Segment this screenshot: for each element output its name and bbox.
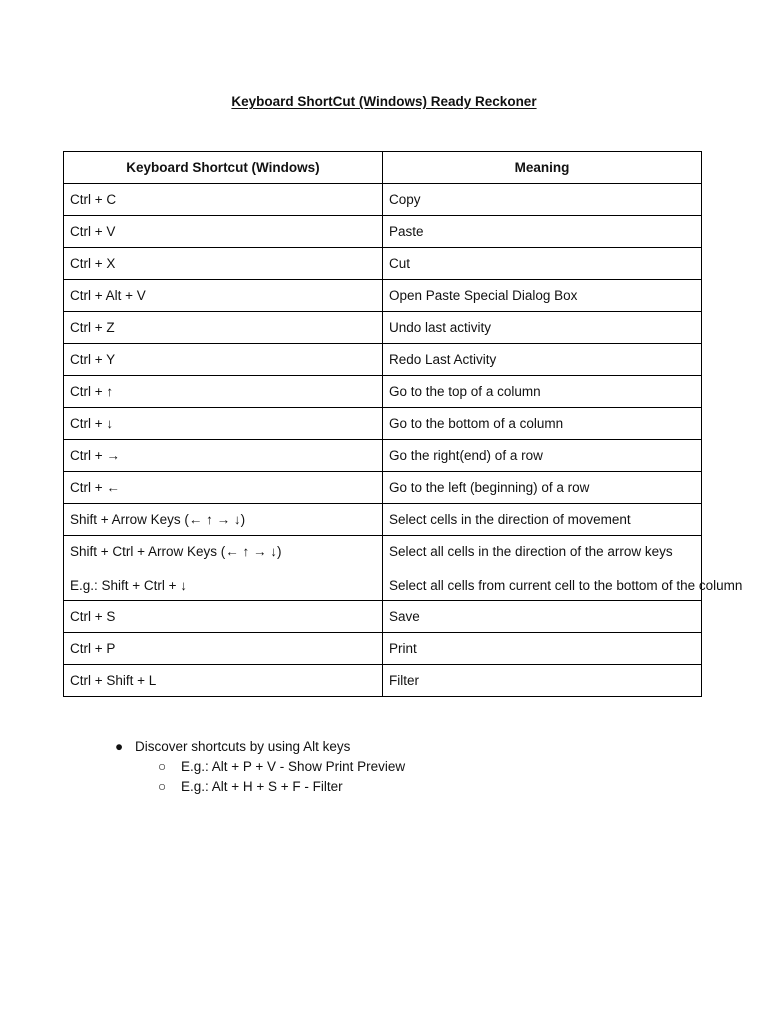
meaning-example-text: Select all cells from current cell to the bottom of the column (389, 577, 743, 593)
shortcut-cell: Ctrl + X (64, 248, 383, 280)
meaning-cell: Copy (383, 184, 702, 216)
tip-main-text: Discover shortcuts by using Alt keys (135, 739, 351, 754)
shortcut-cell: Shift + Arrow Keys (← ↑ → ↓) (64, 504, 383, 536)
shortcut-cell: Ctrl + ↑ (64, 376, 383, 408)
shortcut-cell: Ctrl + V (64, 216, 383, 248)
meaning-cell: Cut (383, 248, 702, 280)
list-item (135, 778, 405, 795)
meaning-cell: Undo last activity (383, 312, 702, 344)
meaning-cell: Go the right(end) of a row (383, 440, 702, 472)
shortcut-cell: Ctrl + Z (64, 312, 383, 344)
shortcut-table (63, 151, 743, 697)
shortcut-cell: Ctrl + → (64, 440, 383, 472)
table-row (64, 665, 702, 697)
meaning-cell (383, 536, 743, 601)
shortcut-cell: Ctrl + ← (64, 472, 383, 504)
bullet-disc-icon: ● (115, 739, 124, 754)
table-row (64, 312, 702, 344)
table-row (64, 216, 702, 248)
shortcut-cell: Ctrl + ↓ (64, 408, 383, 440)
shortcut-example-text: E.g.: Shift + Ctrl + ↓ (70, 577, 188, 593)
shortcut-cell: Ctrl + Shift + L (64, 665, 383, 697)
column-header-shortcut: Keyboard Shortcut (Windows) (64, 152, 383, 184)
meaning-cell: Print (383, 633, 702, 665)
table-row (64, 280, 702, 312)
table-header-row (64, 152, 702, 184)
shortcut-cell: Ctrl + C (64, 184, 383, 216)
tips-list (0, 738, 405, 798)
table-row (64, 633, 702, 665)
bullet-circle-icon: ○ (158, 759, 167, 774)
bullet-circle-icon: ○ (158, 779, 167, 794)
table-row (64, 248, 702, 280)
meaning-cell: Go to the bottom of a column (383, 408, 702, 440)
table-row (64, 408, 702, 440)
tip-example-text: E.g.: Alt + P + V - Show Print Preview (181, 759, 406, 774)
table-row (64, 376, 702, 408)
table-row (64, 601, 702, 633)
table-row (64, 184, 702, 216)
table-row (64, 504, 702, 536)
table-row (64, 536, 702, 601)
shortcut-text: Shift + Ctrl + Arrow Keys (← ↑ → ↓) (70, 543, 282, 559)
table-row (64, 472, 702, 504)
meaning-cell: Filter (383, 665, 702, 697)
meaning-cell: Select cells in the direction of movement (383, 504, 702, 536)
shortcut-cell: Ctrl + Alt + V (64, 280, 383, 312)
document-title: Keyboard ShortCut (Windows) Ready Reckoner (231, 94, 537, 109)
column-header-meaning: Meaning (383, 152, 702, 184)
meaning-cell: Save (383, 601, 702, 633)
meaning-cell: Go to the left (beginning) of a row (383, 472, 702, 504)
shortcut-cell (64, 536, 383, 601)
meaning-text: Select all cells in the direction of the arrow keys (389, 543, 673, 559)
meaning-cell: Go to the top of a column (383, 376, 702, 408)
meaning-cell: Paste (383, 216, 702, 248)
shortcut-cell: Ctrl + Y (64, 344, 383, 376)
meaning-cell: Open Paste Special Dialog Box (383, 280, 702, 312)
list-item (0, 738, 405, 795)
tips-sublist (135, 758, 405, 795)
shortcut-cell: Ctrl + S (64, 601, 383, 633)
shortcut-cell: Ctrl + P (64, 633, 383, 665)
table-row (64, 440, 702, 472)
tip-example-text: E.g.: Alt + H + S + F - Filter (181, 779, 343, 794)
table-row (64, 344, 702, 376)
meaning-cell: Redo Last Activity (383, 344, 702, 376)
list-item (135, 758, 405, 775)
